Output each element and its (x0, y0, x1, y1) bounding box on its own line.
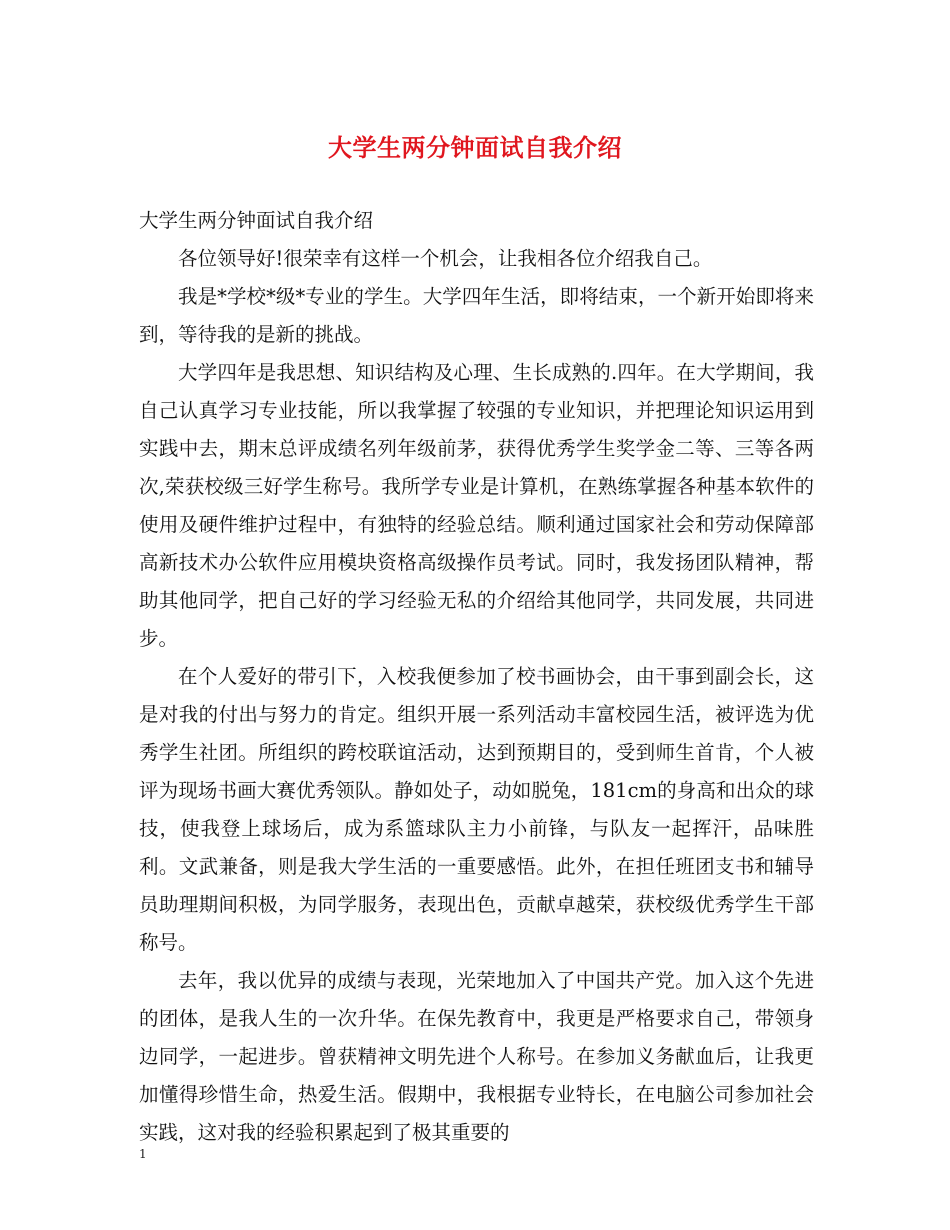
paragraph-study: 大学四年是我思想、知识结构及心理、生长成熟的.四年。在大学期间，我自己认真学习专业技能，所以我掌握了较强的专业知识，并把理论知识运用到实践中去，期末总评成绩名列年级前茅，获得优秀学生奖学金二等、三等各两次,荣获校级三好学生称号。我所学专业是计算机，在熟练掌握各种基本软件的使用及硬件维护过程中，有独特的经验总结。顺利通过国家社会和劳动保障部高新技术办公软件应用模块资格高级操作员考试。同时，我发扬团队精神，帮助其他同学，把自己好的学习经验无私的介绍给其他同学，共同发展，共同进步。 (139, 361, 814, 650)
body-heading: 大学生两分钟面试自我介绍 (139, 209, 374, 232)
paragraph-party: 去年，我以优异的成绩与表现，光荣地加入了中国共产党。加入这个先进的团体，是我人生的一次升华。在保先教育中，我更是严格要求自己，带领身边同学，一起进步。曾获精神文明先进个人称号。在参加义务献血后，让我更加懂得珍惜生命，热爱生活。假期中，我根据专业特长，在电脑公司参加社会实践，这对我的经验积累起到了极其重要的 (139, 969, 814, 1144)
page-number: 1 (139, 1147, 147, 1161)
paragraph-greeting: 各位领导好!很荣幸有这样一个机会，让我相各位介绍我自己。 (178, 247, 713, 270)
document-body (139, 202, 814, 1152)
paragraph-hobbies: 在个人爱好的带引下，入校我便参加了校书画协会，由干事到副会长，这是对我的付出与努力的肯定。组织开展一系列活动丰富校园生活，被评选为优秀学生社团。所组织的跨校联谊活动，达到预期目的，受到师生首肯，个人被评为现场书画大赛优秀领队。静如处子，动如脱兔，181cm的身高和出众的球技，使我登上球场后，成为系篮球队主力小前锋，与队友一起挥汗，品味胜利。文武兼备，则是我大学生活的一重要感悟。此外，在担任班团支书和辅导员助理期间积极，为同学服务，表现出色，贡献卓越荣，获校级优秀学生干部称号。 (139, 665, 814, 954)
paragraph-identity: 我是*学校*级*专业的学生。大学四年生活，即将结束，一个新开始即将来到，等待我的是新的挑战。 (139, 285, 814, 346)
document-title: 大学生两分钟面试自我介绍 (328, 133, 622, 162)
